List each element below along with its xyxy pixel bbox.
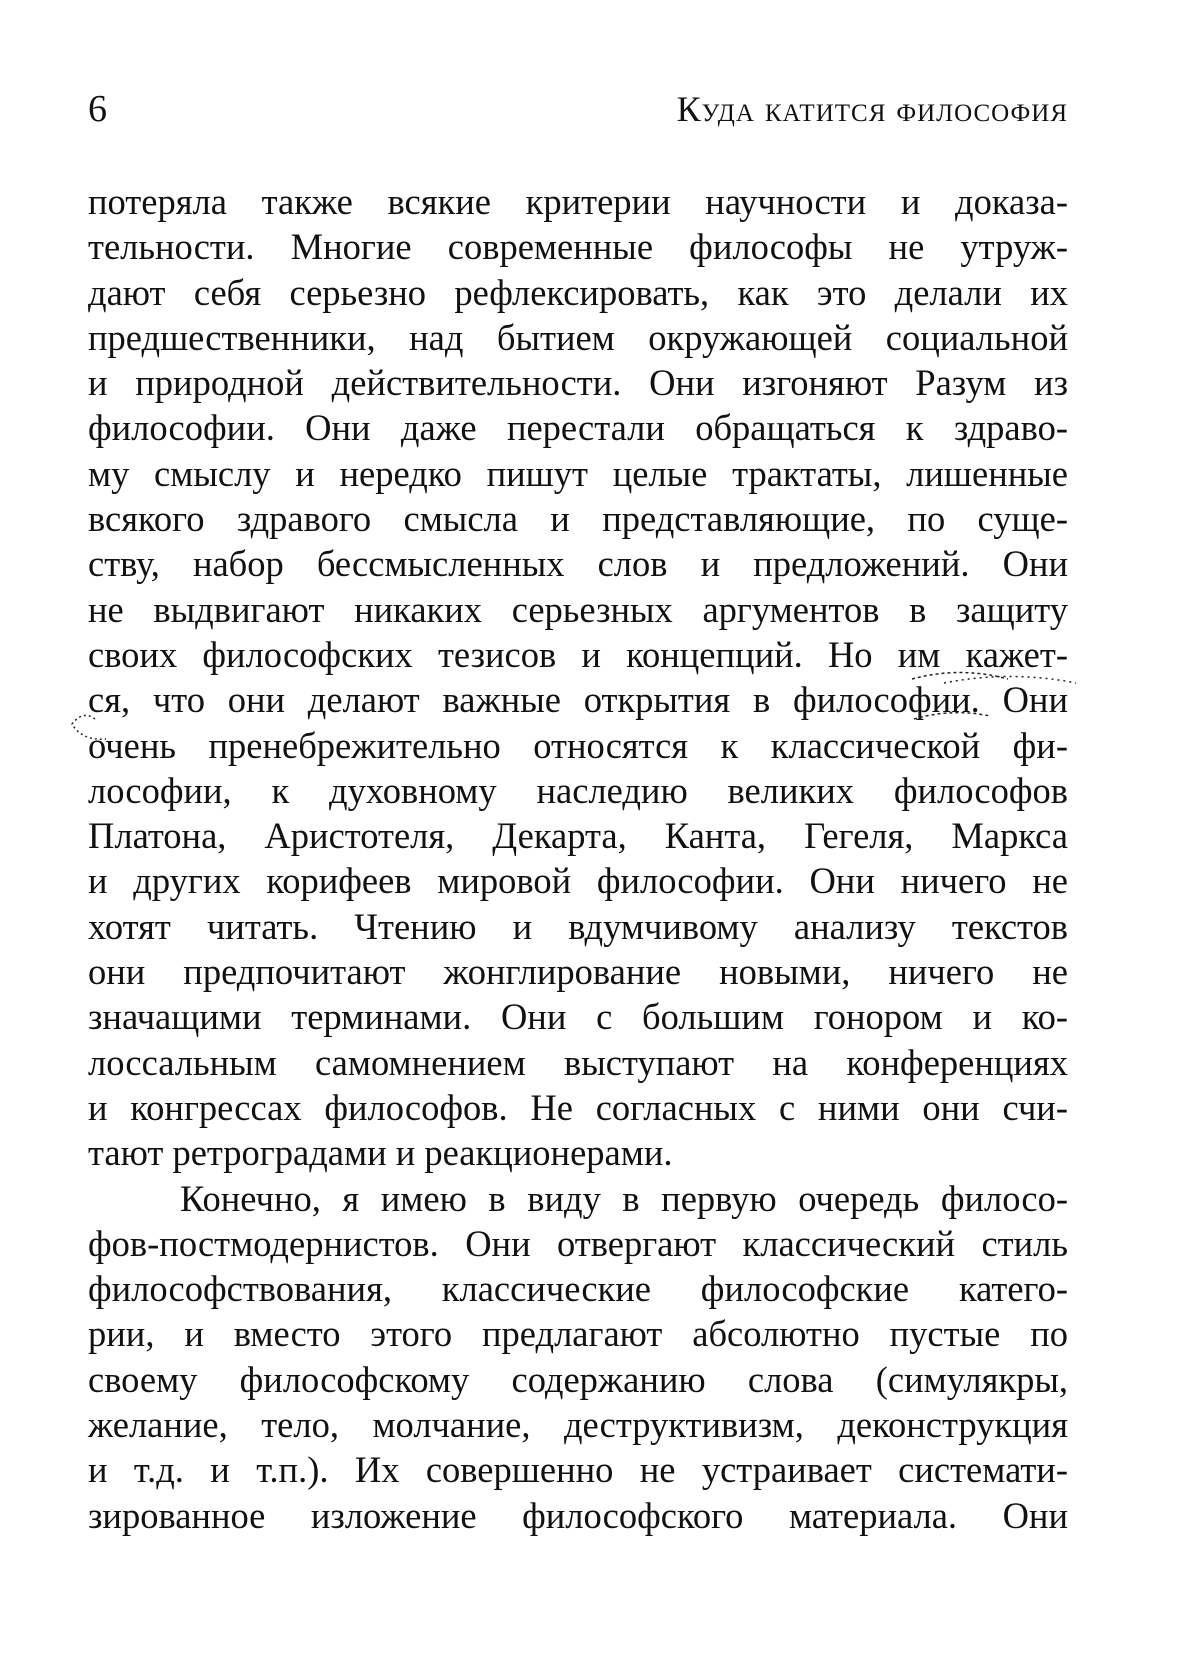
- text-line: зированное изложение философского материала. Они: [88, 1494, 1068, 1536]
- text-line: и т.д. и т.п.). Их совершенно не устраивает системати-: [88, 1449, 1068, 1491]
- text-line: не выдвигают никаких серьезных аргументов в защиту: [88, 588, 1068, 630]
- text-line: хотят читать. Чтению и вдумчивому анализу текстов: [88, 905, 1068, 947]
- text-line: дают себя серьезно рефлексировать, как это делали их: [88, 271, 1068, 313]
- text-line: лоссальным самомнением выступают на конференциях: [88, 1041, 1068, 1083]
- text-line: му смыслу и нередко пишут целые трактаты, лишенные: [88, 452, 1068, 494]
- text-line: фов-постмодернистов. Они отвергают классический стиль: [88, 1222, 1068, 1264]
- running-title: Куда катится философия: [676, 89, 1068, 129]
- running-head: [88, 84, 1068, 134]
- text-line: всякого здравого смысла и представляющие, по суще-: [88, 498, 1068, 540]
- text-line: ся, что они делают важные открытия в философии. Они: [88, 679, 1068, 721]
- text-line: своему философскому содержанию слова (симулякры,: [88, 1358, 1068, 1400]
- text-line: желание, тело, молчание, деструктивизм, деконструкция: [88, 1404, 1068, 1446]
- text-line: Конечно, я имею в виду в первую очередь филосо-: [180, 1177, 1068, 1219]
- text-line: лософии, к духовному наследию великих философов: [88, 769, 1068, 811]
- text-line: очень пренебрежительно относятся к классической фи-: [88, 724, 1068, 766]
- text-line: рии, и вместо этого предлагают абсолютно пустые по: [88, 1313, 1068, 1355]
- body-text: [88, 179, 1068, 1538]
- text-line: и природной действительности. Они изгоняют Разум из: [88, 362, 1068, 404]
- text-line: тельности. Многие современные философы не утруж-: [88, 226, 1068, 268]
- text-line: они предпочитают жонглирование новыми, ничего не: [88, 951, 1068, 993]
- page-number: 6: [88, 88, 107, 130]
- paragraph: [88, 179, 1068, 1176]
- text-line: своих философских тезисов и концепций. Но им кажет-: [88, 633, 1068, 675]
- text-line: потеряла также всякие критерии научности и доказа-: [88, 181, 1068, 222]
- text-line: и конгрессах философов. Не согласных с ними они счи-: [88, 1086, 1068, 1128]
- text-line: предшественники, над бытием окружающей социальной: [88, 316, 1068, 358]
- text-line: тают ретроградами и реакционерами.: [88, 1132, 673, 1174]
- text-line: философии. Они даже перестали обращаться к здраво-: [88, 407, 1068, 449]
- text-line: философствования, классические философские катего-: [88, 1268, 1068, 1310]
- text-line: значащими терминами. Они с большим гонором и ко-: [88, 996, 1068, 1038]
- text-line: Платона, Аристотеля, Декарта, Канта, Гегеля, Маркса: [88, 815, 1068, 857]
- text-line: ству, набор бессмысленных слов и предложений. Они: [88, 543, 1068, 585]
- paragraph: [88, 1176, 1068, 1538]
- text-line: и других корифеев мировой философии. Они ничего не: [88, 860, 1068, 902]
